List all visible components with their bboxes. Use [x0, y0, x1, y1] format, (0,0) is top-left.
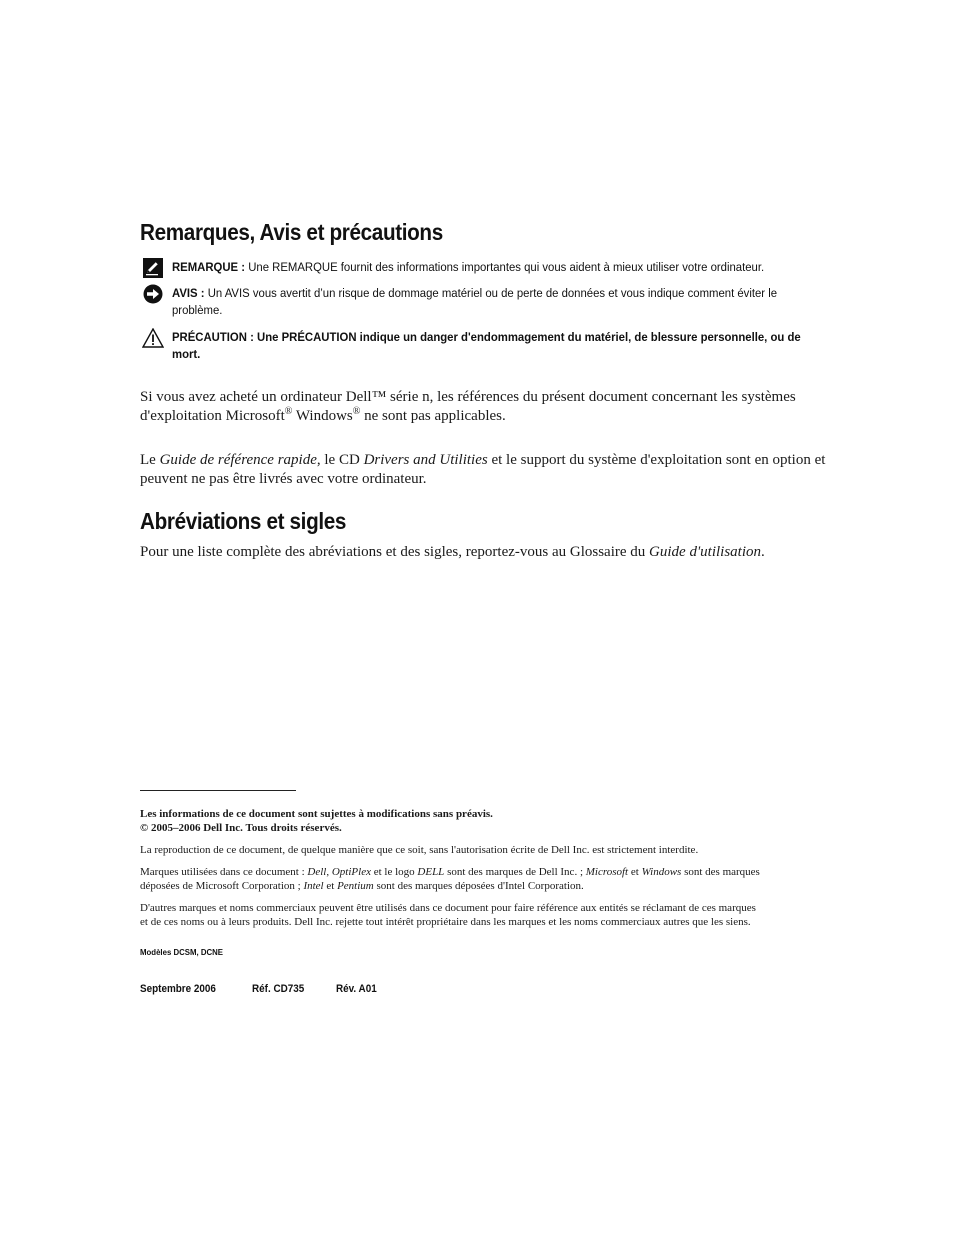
paragraph-text: Le — [140, 452, 160, 468]
paragraph-abbreviations — [140, 543, 845, 562]
footer-part-number: Réf. CD735 — [252, 983, 305, 995]
footer-date: Septembre 2006 — [140, 983, 216, 995]
legal-text: et — [323, 880, 338, 892]
notice-label: PRÉCAUTION : — [172, 330, 254, 344]
notice-remarque — [140, 259, 840, 276]
guide-title: Guide d'utilisation — [649, 544, 762, 560]
trademark: DELL — [417, 866, 445, 878]
legal-text: et de ces noms ou à leurs produits. Dell Inc. rejette tout intérêt propriétaire dans les marques et les noms commerciaux autres que les siens. — [140, 916, 751, 928]
legal-text: sont des marques déposées d'Intel Corporation. — [373, 880, 584, 892]
paragraph-optional-media — [140, 451, 845, 489]
legal-text: et le logo — [370, 866, 418, 878]
other-trademarks-notice — [140, 901, 840, 929]
paragraph-text: d'exploitation Microsoft — [140, 408, 285, 424]
notice-label: REMARQUE : — [172, 260, 246, 274]
paragraph-text: . — [761, 544, 765, 560]
footer-revision: Rév. A01 — [336, 983, 377, 995]
cd-title: Drivers and Utilities — [363, 452, 488, 468]
paragraph-dell-n-series — [140, 388, 845, 426]
section-title-notices: Remarques, Avis et précautions — [140, 219, 443, 245]
paragraph-text: et le support du système d'exploitation sont en option et — [487, 452, 826, 468]
warning-triangle-icon — [142, 328, 164, 348]
notice-precaution — [140, 329, 840, 363]
legal-text: , — [326, 866, 332, 878]
reproduction-notice: La reproduction de ce document, de quelque manière que ce soit, sans l'autorisation écrite de Dell Inc. est strictement interdite. — [140, 844, 699, 856]
model-numbers: Modèles DCSM, DCNE — [140, 947, 224, 957]
guide-title: Guide de référence rapide — [159, 452, 317, 468]
paragraph-text: , le CD — [316, 452, 364, 468]
registered-mark: ® — [352, 406, 361, 417]
trademark: Pentium — [337, 880, 374, 892]
trademark: Microsoft — [585, 866, 629, 878]
registered-mark: ® — [284, 406, 293, 417]
pencil-note-icon — [142, 258, 164, 278]
notice-text: Une PRÉCAUTION indique un danger d'endommagement du matériel, de blessure personnelle, ou de — [257, 330, 801, 344]
notice-text-continued: mort. — [172, 347, 201, 361]
notice-text: Un AVIS vous avertit d’un risque de dommage matériel ou de perte de données et vous indique comment éviter le — [207, 286, 778, 300]
notice-label: AVIS : — [172, 286, 205, 300]
legal-text: Marques utilisées dans ce document : — [140, 866, 308, 878]
legal-notice — [140, 807, 840, 835]
legal-text: Les informations de ce document sont sujettes à modifications sans préavis. — [140, 808, 493, 820]
section-title-abbreviations: Abréviations et sigles — [140, 508, 347, 534]
footnote-divider — [140, 790, 296, 791]
notice-avis — [140, 285, 840, 319]
trademark: Dell — [307, 866, 327, 878]
legal-text: déposées de Microsoft Corporation ; — [140, 880, 304, 892]
paragraph-text: Pour une liste complète des abréviations et des sigles, reportez-vous au Glossaire du — [140, 544, 650, 560]
legal-text: sont des marques de Dell Inc. ; — [444, 866, 586, 878]
notice-text-continued: problème. — [172, 303, 223, 317]
trademark: OptiPlex — [331, 866, 371, 878]
paragraph-text: ne sont pas applicables. — [360, 408, 506, 424]
trademark: Intel — [303, 880, 324, 892]
trademarks-notice — [140, 865, 840, 893]
notice-text: Une REMARQUE fournit des informations importantes qui vous aident à mieux utiliser votre ordinateur. — [248, 260, 765, 274]
legal-text: et — [628, 866, 642, 878]
legal-text: sont des marques — [681, 866, 760, 878]
trademark: Windows — [641, 866, 682, 878]
legal-text: D'autres marques et noms commerciaux peuvent être utilisés dans ce document pour faire référence aux entités se réclamant de ces marques — [140, 902, 756, 914]
arrow-circle-notice-icon — [142, 284, 164, 304]
paragraph-text: peuvent ne pas être livrés avec votre ordinateur. — [140, 471, 427, 487]
paragraph-text: Si vous avez acheté un ordinateur Dell™ série n, les références du présent document concernant les systèmes — [140, 389, 796, 405]
copyright-text: © 2005–2006 Dell Inc. Tous droits réservés. — [140, 822, 342, 834]
paragraph-text: Windows — [292, 408, 353, 424]
